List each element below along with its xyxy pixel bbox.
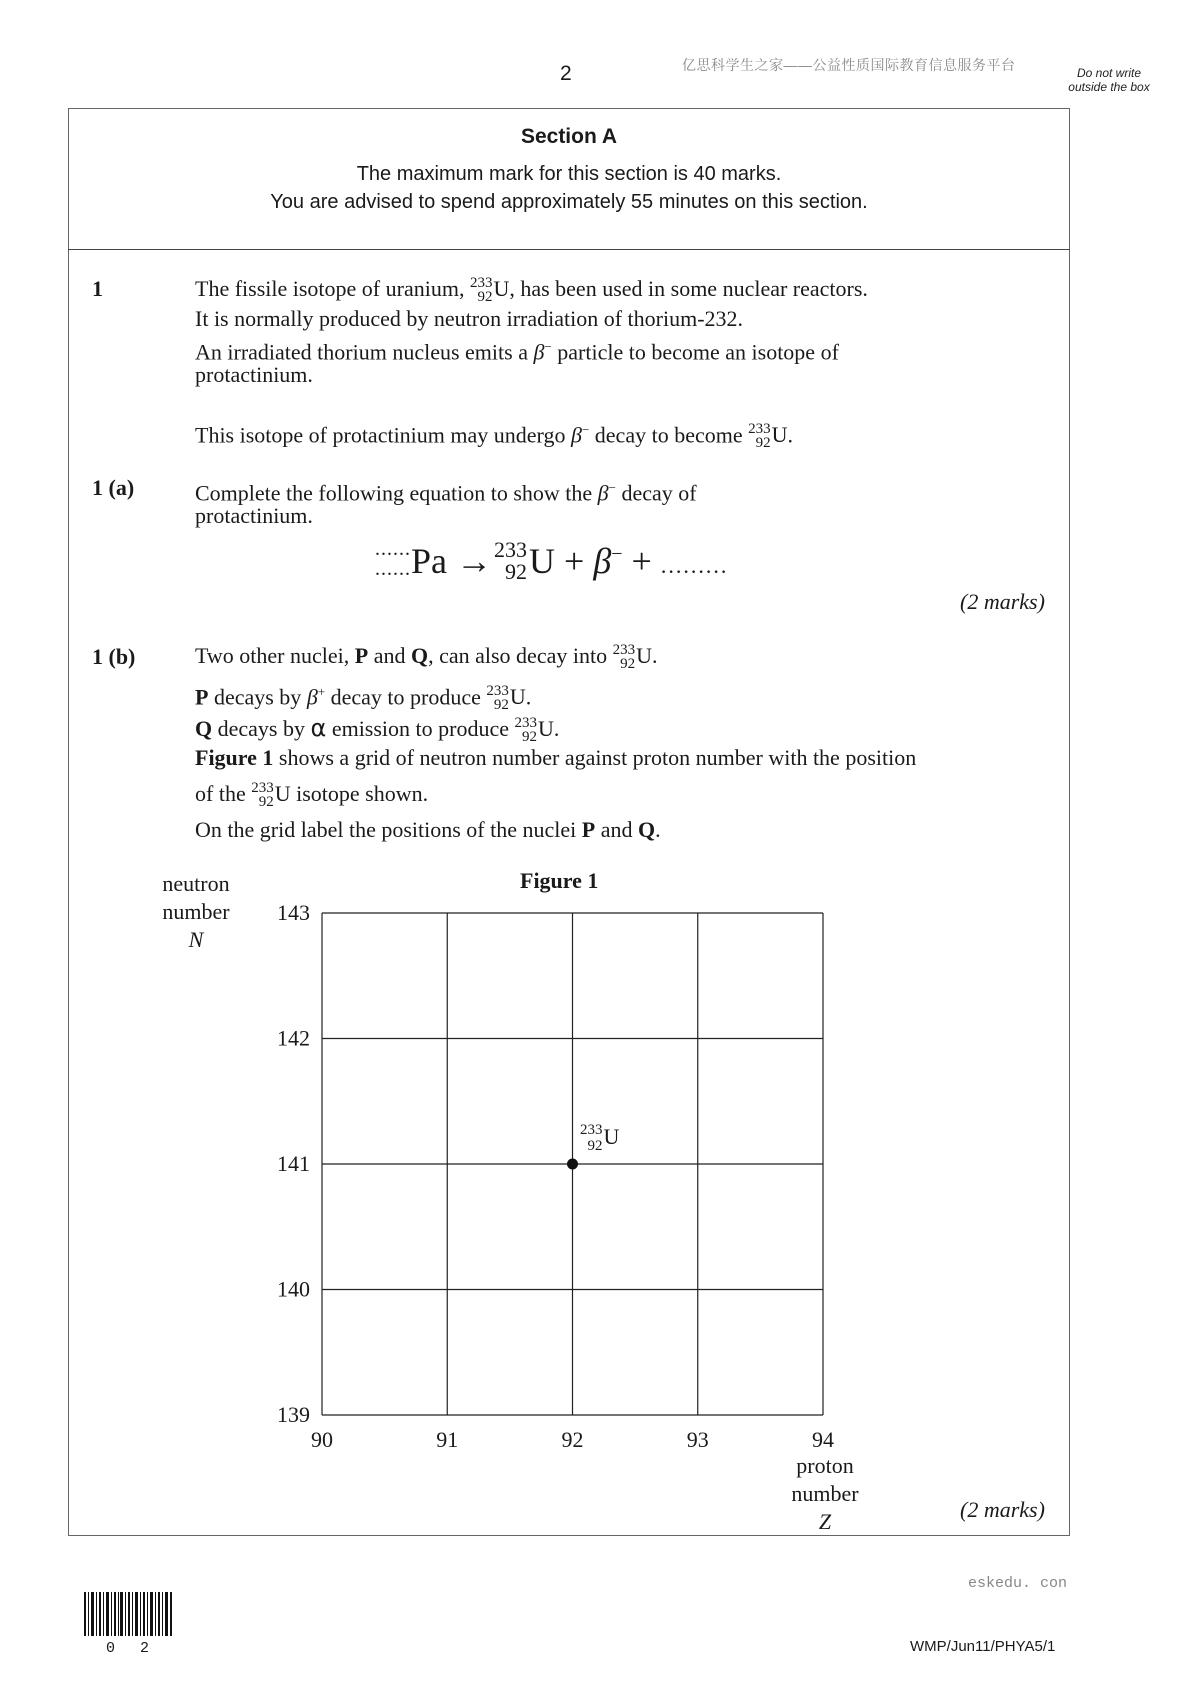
nucleus-q: Q bbox=[410, 643, 429, 668]
x-tick-label: 94 bbox=[812, 1427, 834, 1452]
question-1a-marks: (2 marks) bbox=[960, 589, 1045, 614]
y-tick-label: 143 bbox=[277, 900, 310, 925]
question-1b-number: 1 (b) bbox=[92, 644, 136, 669]
text: , has been used in some nuclear reactors. bbox=[509, 276, 868, 301]
minus-sign: − bbox=[608, 480, 616, 495]
page-number: 2 bbox=[560, 62, 572, 85]
nucleus-p: P bbox=[354, 643, 369, 668]
y-axis-symbol: N bbox=[188, 927, 204, 952]
blank-atomic-number[interactable]: ...... bbox=[375, 557, 411, 580]
text: . bbox=[655, 817, 661, 842]
beta-symbol: β bbox=[533, 339, 545, 365]
question-1-line-2: It is normally produced by neutron irradiation of thorium-232. bbox=[195, 306, 744, 331]
x-axis-label-line: proton bbox=[796, 1453, 854, 1478]
element-symbol: U bbox=[538, 716, 554, 741]
plus-sign: + bbox=[631, 541, 652, 581]
section-instruction-2: You are advised to spend approximately 55 minutes on this section. bbox=[270, 191, 868, 213]
barcode-number: 0 2 bbox=[106, 1640, 158, 1657]
text: . bbox=[553, 716, 560, 741]
text: The fissile isotope of uranium, bbox=[195, 276, 470, 301]
question-1-number: 1 bbox=[92, 276, 103, 301]
text: decay to produce bbox=[325, 684, 487, 710]
x-tick-label: 92 bbox=[561, 1427, 584, 1452]
minus-sign: − bbox=[611, 543, 623, 565]
element-symbol: U bbox=[509, 684, 526, 710]
text: Two other nuclei, bbox=[195, 643, 355, 668]
section-instruction-1: The maximum mark for this section is 40 marks. bbox=[356, 163, 782, 185]
minus-sign: − bbox=[581, 422, 590, 437]
atomic-number: 92 bbox=[505, 558, 527, 584]
atomic-number: 92 bbox=[493, 697, 509, 714]
mass-number: 233 bbox=[514, 714, 538, 731]
nucleus-q: Q bbox=[637, 817, 656, 842]
text: decays by bbox=[208, 684, 307, 710]
text: decays by bbox=[212, 716, 311, 741]
mass-number: 233 bbox=[612, 641, 636, 658]
uranium-symbol: U bbox=[529, 541, 555, 581]
mass-number: 233 bbox=[251, 779, 274, 796]
text: emission to produce bbox=[326, 716, 515, 741]
figure-title: Figure 1 bbox=[520, 868, 599, 893]
text: On the grid label the positions of the nuclei bbox=[195, 817, 582, 842]
footer-site: eskedu. con bbox=[968, 1575, 1068, 1592]
margin-note: Do not write outside the box bbox=[1068, 66, 1150, 94]
mass-number: 233 bbox=[486, 683, 509, 700]
point-label-atomic: 92 bbox=[587, 1138, 603, 1154]
blank-mass-number[interactable]: ...... bbox=[375, 537, 411, 560]
minus-sign: − bbox=[544, 339, 552, 354]
mass-number: 233 bbox=[469, 274, 493, 291]
atomic-number: 92 bbox=[258, 793, 274, 810]
data-point-uranium-233 bbox=[567, 1159, 578, 1170]
protactinium-symbol: Pa bbox=[411, 541, 447, 581]
y-axis-label-line: neutron bbox=[162, 871, 230, 896]
element-symbol: U bbox=[636, 643, 652, 668]
nucleus-p: P bbox=[195, 684, 209, 710]
x-tick-label: 93 bbox=[686, 1427, 709, 1452]
y-tick-label: 139 bbox=[277, 1402, 310, 1427]
point-label-mass: 233 bbox=[580, 1122, 603, 1138]
beta-symbol: β bbox=[597, 480, 609, 506]
atomic-number: 92 bbox=[522, 728, 538, 745]
plus-sign: + bbox=[564, 541, 585, 581]
text: decay of bbox=[615, 480, 697, 506]
arrow: → bbox=[456, 541, 492, 581]
element-symbol: U bbox=[493, 276, 510, 301]
question-1b-marks: (2 marks) bbox=[960, 1497, 1045, 1522]
watermark: 亿思科学生之家——公益性质国际教育信息服务平台 bbox=[682, 57, 1016, 73]
nucleus-p: P bbox=[581, 817, 596, 842]
mass-number: 233 bbox=[494, 536, 527, 562]
text: . bbox=[651, 643, 658, 668]
mass-number: 233 bbox=[748, 421, 771, 438]
text: . bbox=[525, 684, 532, 710]
atomic-number: 92 bbox=[755, 435, 771, 452]
x-tick-label: 91 bbox=[436, 1427, 459, 1452]
y-tick-label: 142 bbox=[277, 1025, 310, 1051]
section-title: Section A bbox=[520, 125, 618, 148]
atomic-number: 92 bbox=[477, 288, 493, 305]
beta-symbol: β bbox=[306, 684, 318, 710]
text: of the bbox=[195, 781, 252, 806]
paper-code: WMP/Jun11/PHYA5/1 bbox=[910, 1638, 1056, 1655]
text: An irradiated thorium nucleus emits a bbox=[195, 339, 534, 365]
text: and bbox=[368, 643, 411, 668]
y-tick-label: 140 bbox=[277, 1276, 310, 1302]
y-tick-label: 141 bbox=[277, 1151, 310, 1176]
text: shows a grid of neutron number against proton number with the position bbox=[273, 745, 917, 770]
text: and bbox=[595, 817, 638, 842]
beta-symbol: β bbox=[570, 422, 582, 448]
plus-sign: + bbox=[317, 684, 326, 699]
text: isotope shown. bbox=[290, 781, 429, 806]
question-1-line-4: protactinium. bbox=[195, 362, 313, 387]
figure-reference: Figure 1 bbox=[195, 745, 274, 770]
atomic-number: 92 bbox=[620, 655, 636, 672]
text: . bbox=[787, 422, 793, 448]
question-1a-number: 1 (a) bbox=[92, 475, 135, 500]
x-axis-symbol: Z bbox=[818, 1509, 832, 1534]
x-tick-label: 90 bbox=[311, 1427, 333, 1452]
text: This isotope of protactinium may undergo bbox=[195, 422, 571, 448]
text: Complete the following equation to show the bbox=[195, 480, 598, 506]
point-label-symbol: U bbox=[603, 1124, 620, 1149]
text: decay to become bbox=[589, 422, 749, 448]
alpha-symbol: α bbox=[310, 714, 327, 742]
nucleus-q: Q bbox=[195, 716, 213, 741]
blank-particle[interactable]: ......... bbox=[660, 553, 729, 578]
y-axis-label-line: number bbox=[162, 899, 230, 924]
element-symbol: U bbox=[771, 422, 788, 448]
element-symbol: U bbox=[274, 781, 291, 806]
text: , can also decay into bbox=[428, 643, 613, 668]
text: particle to become an isotope of bbox=[551, 339, 839, 365]
x-axis-label-line: number bbox=[791, 1481, 859, 1506]
question-1a-line-2: protactinium. bbox=[195, 503, 313, 528]
beta-symbol: β bbox=[593, 541, 612, 581]
barcode-image bbox=[84, 1592, 176, 1640]
